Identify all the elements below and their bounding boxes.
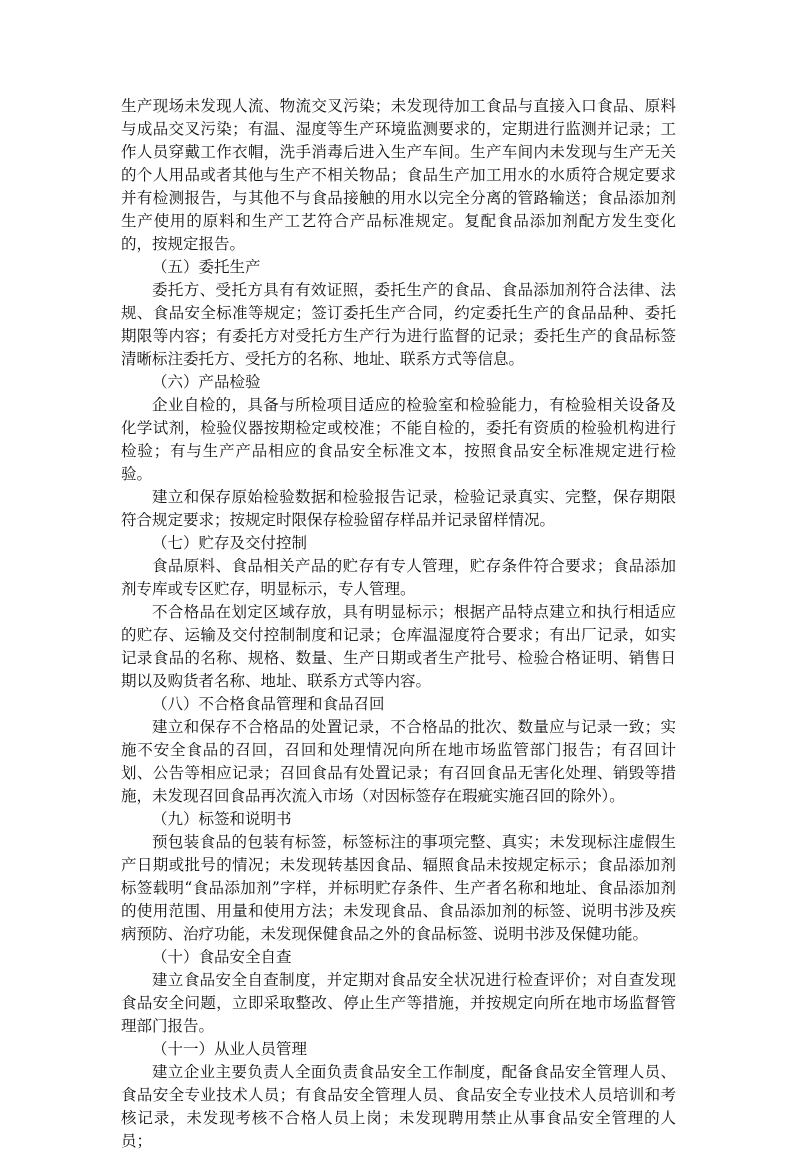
section-heading: （九）标签和说明书: [152, 810, 292, 828]
section-heading: （十一）从业人员管理: [152, 1040, 308, 1058]
paragraph: 建立食品安全自查制度，并定期对食品安全状况进行检查评价；对自查发现食品安全问题，立即采取整改、停止生产等措施，并按规定向所在地市场监督管理部门报告。: [121, 971, 676, 1035]
section-heading: （六）产品检验: [152, 373, 261, 391]
section-heading: （七）贮存及交付控制: [152, 534, 308, 552]
paragraph: 建立企业主要负责人全面负责食品安全工作制度，配备食品安全管理人员、食品安全专业技术人员；有食品安全管理人员、食品安全专业技术人员培训和考核记录，未发现考核不合格人员上岗；未发现聘用禁止从事食品安全管理的人员；: [121, 1063, 676, 1150]
document-page: [121, 95, 676, 1153]
section-heading: （五）委托生产: [152, 258, 261, 276]
paragraph: 不合格品在划定区域存放，具有明显标示；根据产品特点建立和执行相适应的贮存、运输及交付控制制度和记录；仓库温湿度符合要求；有出厂记录，如实记录食品的名称、规格、数量、生产日期或者生产批号、检验合格证明、销售日期以及购货者名称、地址、联系方式等内容。: [121, 603, 676, 690]
section-heading: （八）不合格食品管理和食品召回: [152, 695, 385, 713]
paragraph: 企业自检的，具备与所检项目适应的检验室和检验能力，有检验相关设备及化学试剂，检验仪器按期检定或校准；不能自检的，委托有资质的检验机构进行检验；有与生产产品相应的食品安全标准文本，按照食品安全标准规定进行检验。: [121, 396, 676, 483]
paragraph: 生产现场未发现人流、物流交叉污染；未发现待加工食品与直接入口食品、原料与成品交叉污染；有温、湿度等生产环境监测要求的，定期进行监测并记录；工作人员穿戴工作衣帽，洗手消毒后进入生产车间。生产车间内未发现与生产无关的个人用品或者其他与生产不相关物品；食品生产加工用水的水质符合规定要求并有检测报告，与其他不与食品接触的用水以完全分离的管路输送；食品添加剂生产使用的原料和生产工艺符合产品标准规定。复配食品添加剂配方发生变化的，按规定报告。: [121, 97, 676, 253]
paragraph: 食品原料、食品相关产品的贮存有专人管理，贮存条件符合要求；食品添加剂专库或专区贮存，明显标示，专人管理。: [121, 557, 676, 598]
paragraph: 建立和保存不合格品的处置记录，不合格品的批次、数量应与记录一致；实施不安全食品的召回，召回和处理情况向所在地市场监管部门报告；有召回计划、公告等相应记录；召回食品有处置记录；有召回食品无害化处理、销毁等措施，未发现召回食品再次流入市场（对因标签存在瑕疵实施召回的除外）。: [121, 718, 676, 805]
paragraph: 委托方、受托方具有有效证照，委托生产的食品、食品添加剂符合法律、法规、食品安全标准等规定；签订委托生产合同，约定委托生产的食品品种、委托期限等内容；有委托方对受托方生产行为进行监督的记录；委托生产的食品标签清晰标注委托方、受托方的名称、地址、联系方式等信息。: [121, 281, 676, 368]
paragraph: 预包装食品的包装有标签，标签标注的事项完整、真实；未发现标注虚假生产日期或批号的情况；未发现转基因食品、辐照食品未按规定标示；食品添加剂标签载明“食品添加剂”字样，并标明贮存条件、生产者名称和地址、食品添加剂的使用范围、用量和使用方法；未发现食品、食品添加剂的标签、说明书涉及疾病预防、治疗功能，未发现保健食品之外的食品标签、说明书涉及保健功能。: [121, 833, 676, 943]
paragraph: 建立和保存原始检验数据和检验报告记录，检验记录真实、完整，保存期限符合规定要求；按规定时限保存检验留存样品并记录留样情况。: [121, 488, 676, 529]
section-heading: （十）食品安全自查: [152, 948, 292, 966]
